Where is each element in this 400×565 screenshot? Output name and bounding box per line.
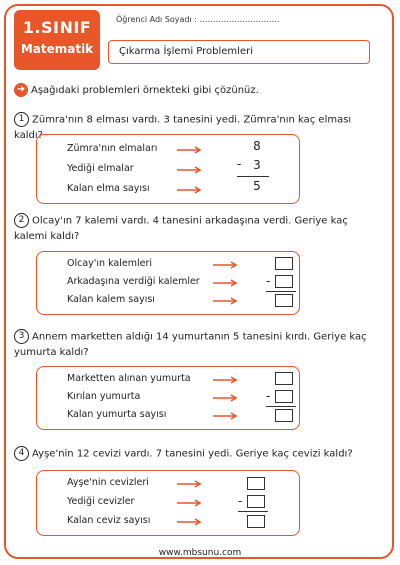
solution-box-2 — [36, 251, 300, 315]
question-text: Zümra'nın 8 elması vardı. 3 tanesini yedi. Zümra'nın kaç elması kaldı? — [14, 114, 352, 141]
row-label: Kalan yumurta sayısı — [67, 409, 167, 420]
answer-value: 8 — [253, 139, 261, 153]
minus-sign: - — [238, 494, 243, 508]
arrow-right-icon — [177, 186, 203, 194]
question-text: Ayşe'nin 12 cevizi vardı. 7 tanesini yedi. Geriye kaç cevizi kaldı? — [32, 448, 353, 460]
student-name-line — [116, 15, 280, 24]
row-label: Marketten alınan yumurta — [67, 373, 191, 384]
arrow-right-icon — [177, 499, 203, 507]
arrow-right-icon — [213, 279, 239, 287]
question-number: 1 — [14, 112, 29, 127]
question-number: 4 — [14, 446, 29, 461]
solution-box-3 — [36, 366, 300, 430]
minus-sign: - — [266, 274, 271, 288]
answer-box[interactable] — [247, 515, 265, 528]
row-label: Olcay'ın kalemleri — [67, 258, 152, 269]
footer-url: www.mbsunu.com — [158, 548, 242, 558]
answer-box[interactable] — [275, 294, 293, 307]
instruction — [14, 83, 259, 97]
answer-box[interactable] — [247, 477, 265, 490]
sum-line — [238, 511, 268, 512]
arrow-right-icon — [213, 394, 239, 402]
instruction-text: Aşağıdaki problemleri örnekteki gibi çözünüz. — [31, 85, 259, 96]
student-name-label: Öğrenci Adı Soyadı : — [116, 15, 197, 24]
answer-box[interactable] — [275, 390, 293, 403]
answer-box[interactable] — [275, 275, 293, 288]
arrow-right-icon — [177, 166, 203, 174]
arrow-right-icon — [213, 376, 239, 384]
grade-label: 1.SINIF — [22, 18, 92, 37]
answer-box[interactable] — [247, 495, 265, 508]
arrow-right-icon — [177, 518, 203, 526]
grade-badge — [14, 10, 100, 70]
worksheet-title-box — [108, 40, 370, 64]
arrow-right-icon — [213, 261, 239, 269]
arrow-right-icon — [213, 297, 239, 305]
question-number: 2 — [14, 213, 29, 228]
solution-box-4 — [36, 470, 300, 536]
subject-label: Matematik — [20, 42, 94, 56]
question-number: 3 — [14, 329, 29, 344]
row-label: Kalan kalem sayısı — [67, 294, 155, 305]
question-text: Olcay'ın 7 kalemi vardı. 4 tanesini arkadaşına verdi. Geriye kaç kalemi kaldı? — [14, 215, 348, 242]
row-label: Ayşe'nin cevizleri — [67, 477, 149, 488]
answer-box[interactable] — [275, 409, 293, 422]
sum-line — [237, 176, 269, 177]
minus-sign: - — [237, 157, 242, 171]
answer-value: 3 — [253, 158, 261, 172]
answer-box[interactable] — [275, 372, 293, 385]
row-label: Yediği elmalar — [67, 163, 134, 174]
sum-line — [266, 406, 296, 407]
arrow-right-icon — [213, 412, 239, 420]
question-text: Annem marketten aldığı 14 yumurtanın 5 tanesini kırdı. Geriye kaç yumurta kaldı? — [14, 331, 367, 358]
row-label: Arkadaşına verdiği kalemler — [67, 276, 200, 287]
question-4 — [14, 446, 382, 462]
question-3 — [14, 329, 382, 360]
sum-line — [266, 291, 296, 292]
arrow-right-icon — [177, 480, 203, 488]
answer-box[interactable] — [275, 257, 293, 270]
row-label: Kırılan yumurta — [67, 391, 141, 402]
row-label: Kalan elma sayısı — [67, 183, 150, 194]
arrow-right-icon — [177, 146, 203, 154]
question-2 — [14, 213, 382, 244]
worksheet-title: Çıkarma İşlemi Problemleri — [119, 46, 253, 57]
answer-value: 5 — [253, 179, 261, 193]
minus-sign: - — [266, 389, 271, 403]
solution-box-1 — [36, 134, 300, 204]
row-label: Kalan ceviz sayısı — [67, 515, 151, 526]
student-name-blank: ………………………… — [199, 15, 280, 24]
row-label: Zümra'nın elmaları — [67, 143, 158, 154]
row-label: Yediği cevizler — [67, 496, 135, 507]
arrow-right-icon: ➜ — [14, 83, 28, 97]
